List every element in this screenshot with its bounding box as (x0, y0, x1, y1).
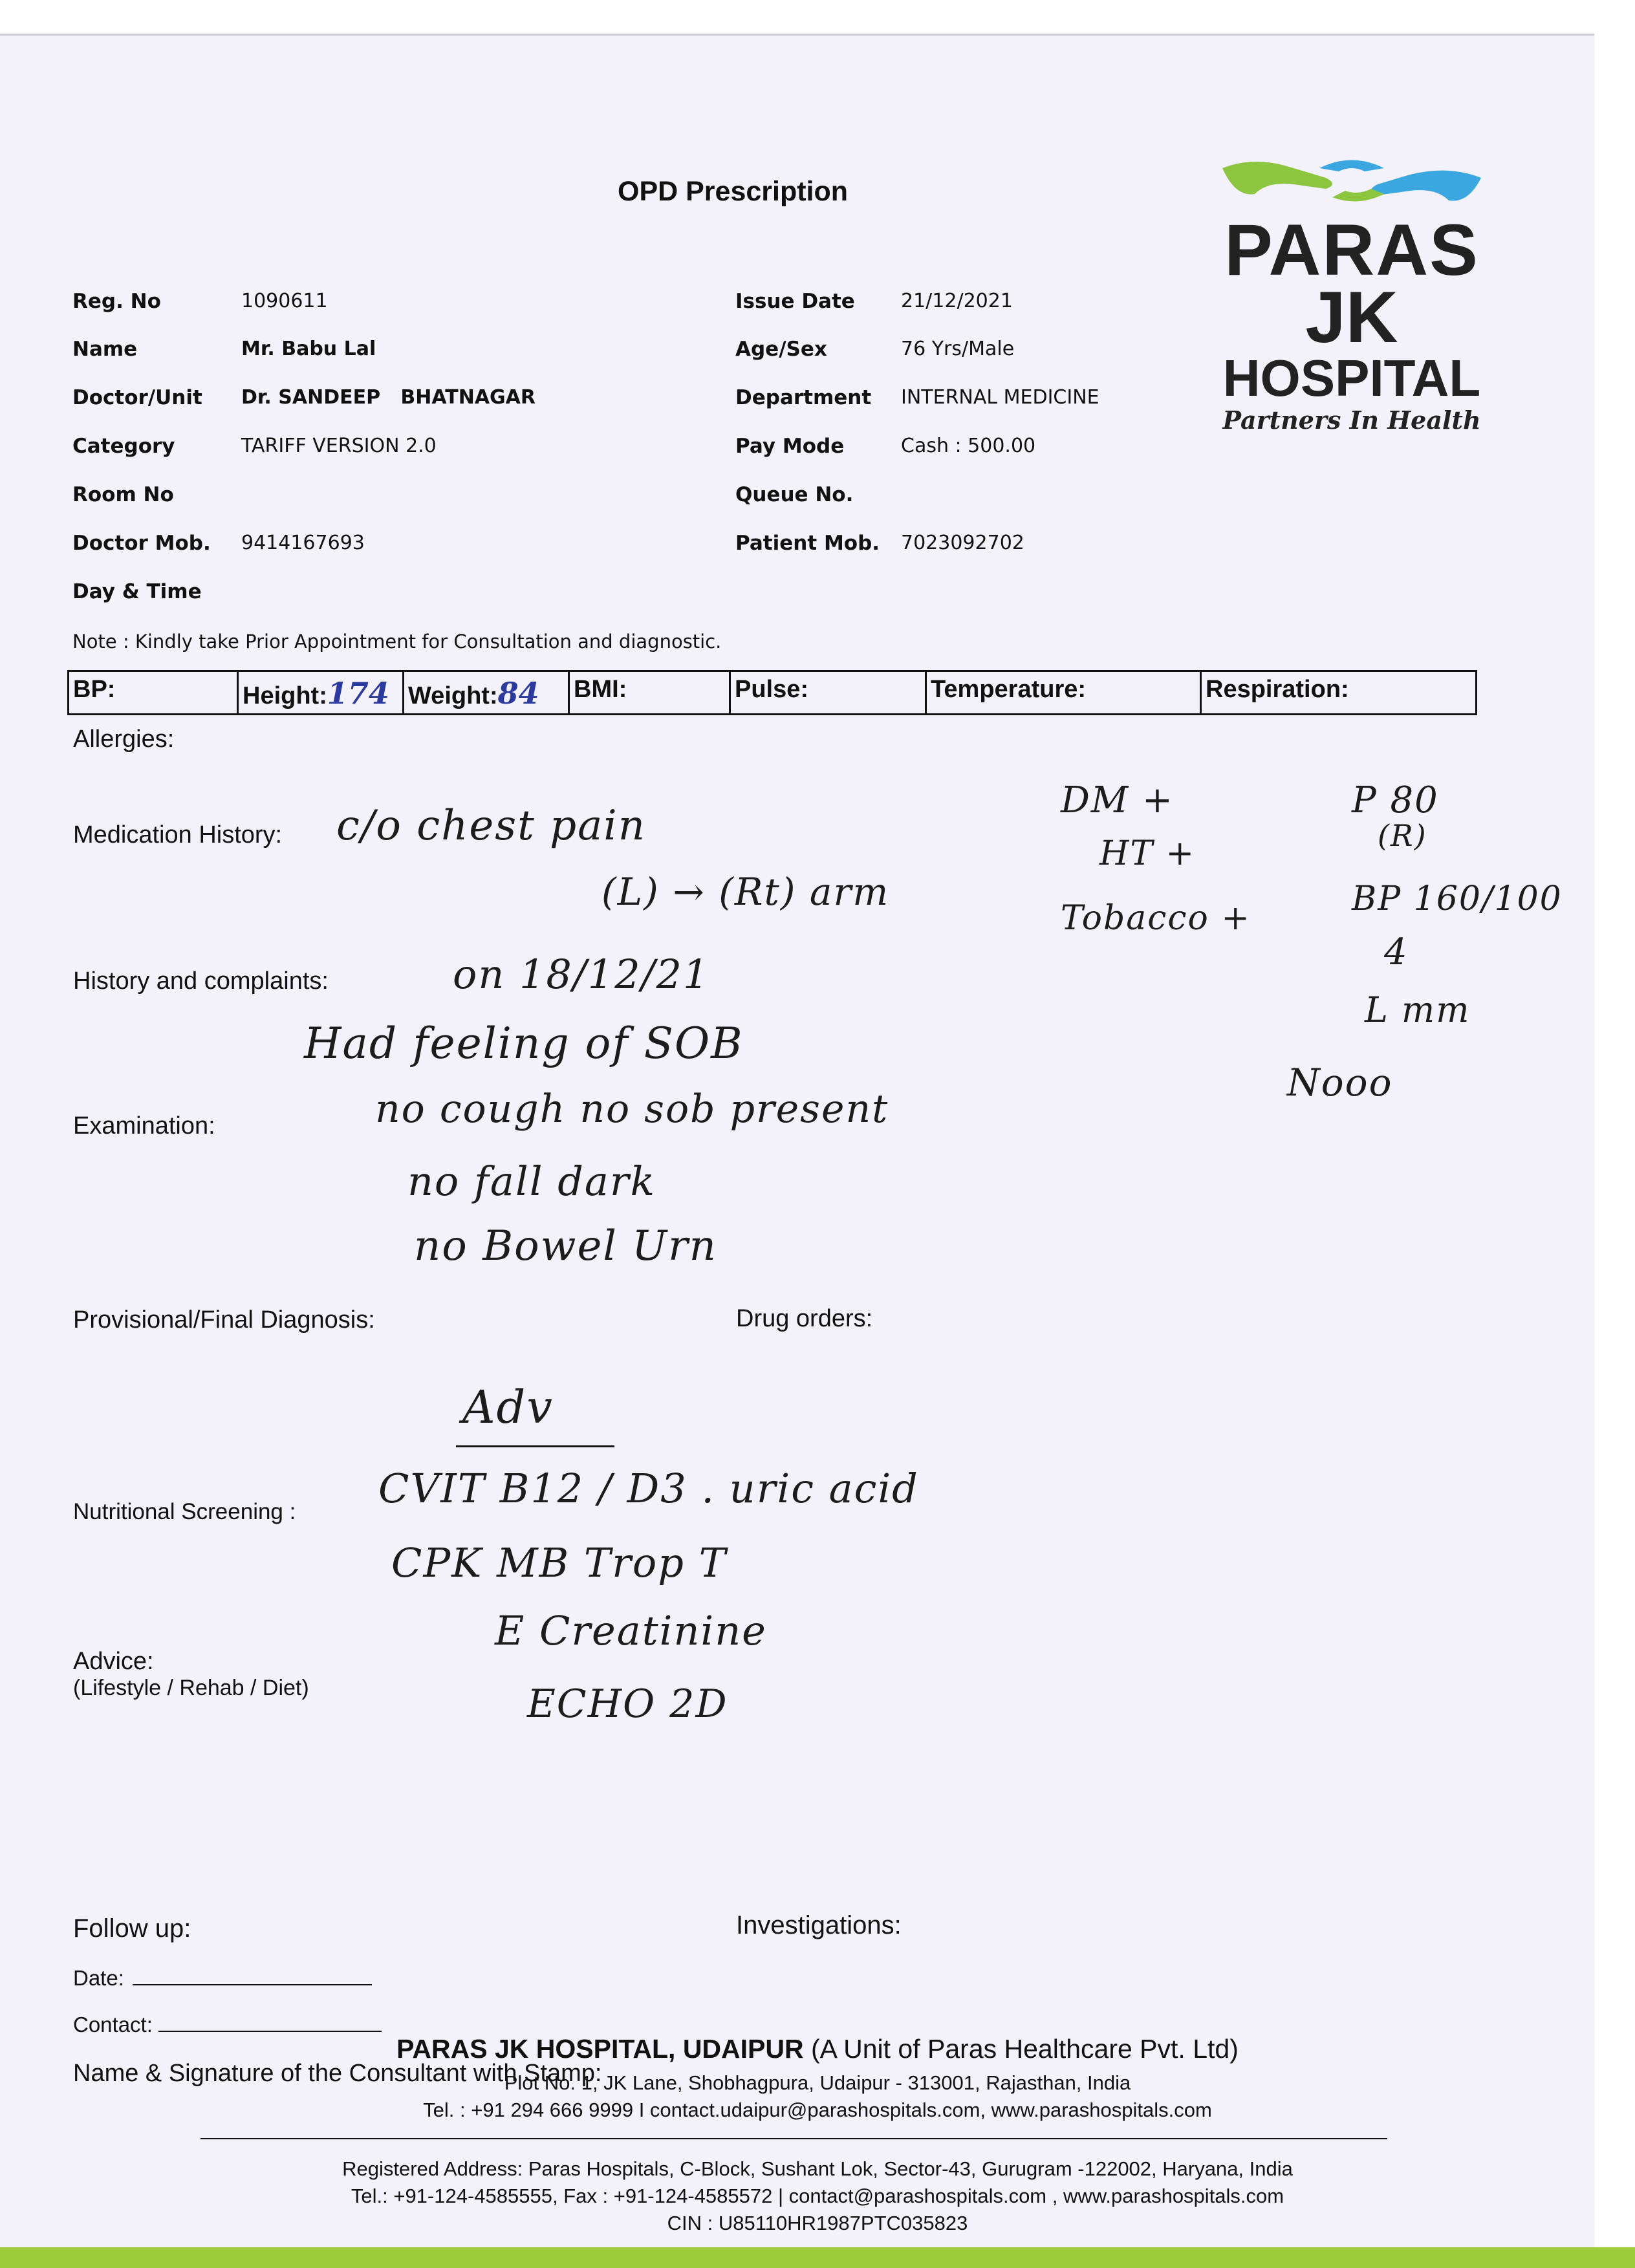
follow-up-label: Follow up: (73, 1914, 191, 1943)
room-no-label: Room No (72, 483, 174, 506)
patient-mob-label: Patient Mob. (735, 532, 880, 555)
age-sex-label: Age/Sex (735, 338, 827, 361)
vitals-bp: BP: (69, 672, 239, 713)
department-label: Department (735, 386, 872, 409)
queue-no-label: Queue No. (735, 483, 854, 506)
handwritten-exam-3: no Bowel Urn (414, 1222, 717, 1270)
vitals-weight (404, 672, 570, 713)
date-field-line (133, 1984, 372, 1985)
examination-label: Examination: (73, 1112, 215, 1139)
hospital-logo (1216, 149, 1488, 435)
footer-hospital-name: PARAS JK HOSPITAL, UDAIPUR (396, 2034, 804, 2064)
contact-label: Contact: (73, 2013, 153, 2036)
vitals-weight-label: Weight: (408, 682, 498, 709)
footer-contact: Tel. : +91 294 666 9999 I contact.udaipur@parashospitals.com, www.parashospitals.com (423, 2099, 1212, 2121)
handwritten-exam-2: no fall dark (407, 1158, 656, 1205)
issue-date-label: Issue Date (735, 290, 855, 313)
investigations-label: Investigations: (736, 1911, 902, 1939)
handwritten-exam-1: no cough no sob present (375, 1086, 889, 1132)
handwritten-onset-date: on 18/12/21 (453, 951, 710, 998)
handwritten-dm: DM + (1061, 779, 1174, 821)
brand-footer-bar (0, 2247, 1635, 2268)
handwritten-adv-tests-1: CVIT B12 / D3 . uric acid (378, 1465, 919, 1512)
footer-address: Plot No. 1, JK Lane, Shobhagpura, Udaipur - 313001, Rajasthan, India (504, 2071, 1131, 2094)
issue-date-value: 21/12/2021 (901, 290, 1013, 312)
hands-logo-icon (1216, 149, 1488, 213)
category-label: Category (72, 435, 175, 458)
adv-underline (456, 1445, 614, 1447)
footer-tel-fax: Tel.: +91-124-4585555, Fax : +91-124-4585572 | contact@parashospitals.com , www.parashospitals.com (351, 2185, 1284, 2207)
vitals-height-label: Height: (243, 682, 327, 709)
day-time-label: Day & Time (72, 580, 202, 603)
handwritten-bp: BP 160/100 (1352, 880, 1563, 918)
handwritten-pulse: P 80 (1352, 779, 1439, 821)
logo-tagline: Partners In Health (1222, 405, 1481, 435)
history-complaints-label: History and complaints: (73, 967, 329, 995)
signature-label: Name & Signature of the Consultant with Stamp: (73, 2060, 602, 2087)
handwritten-radiation: (L) → (Rt) arm (601, 870, 890, 914)
reg-no-label: Reg. No (72, 290, 161, 313)
handwritten-complaint: c/o chest pain (336, 802, 646, 850)
handwritten-history: Had feeling of SOB (304, 1019, 744, 1068)
vitals-pulse: Pulse: (731, 672, 927, 713)
handwritten-adv-tests-4: ECHO 2D (527, 1681, 728, 1727)
footer-registered-address: Registered Address: Paras Hospitals, C-Block, Sushant Lok, Sector-43, Gurugram -122002, Haryana, India (342, 2157, 1293, 2180)
footer-hospital-line (0, 2034, 1635, 2064)
patient-mob-value: 7023092702 (901, 532, 1024, 554)
reg-no-value: 1090611 (241, 290, 328, 312)
footer-divider (200, 2138, 1387, 2139)
advice-label: Advice: (73, 1648, 154, 1675)
handwritten-adv: Adv (462, 1381, 554, 1434)
nutritional-screening-label: Nutritional Screening : (73, 1499, 296, 1524)
date-label: Date: (73, 1966, 124, 1990)
footer-unit-text: (A Unit of Paras Healthcare Pvt. Ltd) (803, 2034, 1239, 2064)
doctor-mob-value: 9414167693 (241, 532, 365, 554)
diagnosis-label: Provisional/Final Diagnosis: (73, 1306, 375, 1334)
page-title: OPD Prescription (618, 176, 849, 207)
footer-cin: CIN : U85110HR1987PTC035823 (667, 2212, 968, 2234)
department-value: INTERNAL MEDICINE (901, 386, 1099, 409)
handwritten-adv-tests-3: E Creatinine (495, 1607, 767, 1654)
appointment-note: Note : Kindly take Prior Appointment for Consultation and diagnostic. (72, 631, 722, 653)
age-sex-value: 76 Yrs/Male (901, 338, 1015, 360)
doctor-unit-value: Dr. SANDEEP BHATNAGAR (241, 386, 536, 409)
vitals-table (67, 670, 1477, 715)
vitals-respiration: Respiration: (1206, 676, 1349, 703)
handwritten-ht: HT + (1099, 834, 1196, 873)
drug-orders-label: Drug orders: (736, 1305, 873, 1332)
handwritten-four: 4 (1384, 931, 1409, 973)
vitals-weight-value: 84 (497, 676, 539, 711)
logo-hospital-text: HOSPITAL (1222, 349, 1481, 407)
handwritten-tobacco: Tobacco + (1061, 899, 1251, 938)
doctor-unit-label: Doctor/Unit (72, 386, 202, 409)
vitals-bmi: BMI: (570, 672, 731, 713)
vitals-height-value: 174 (327, 676, 389, 711)
name-label: Name (72, 338, 138, 361)
medication-history-label: Medication History: (73, 821, 283, 848)
pay-mode-label: Pay Mode (735, 435, 845, 458)
pay-mode-value: Cash : 500.00 (901, 435, 1036, 457)
doctor-mob-label: Doctor Mob. (72, 532, 211, 555)
logo-paras-text: PARAS (1224, 210, 1479, 290)
handwritten-nooo: Nooo (1287, 1061, 1393, 1105)
handwritten-regular: (R) (1378, 818, 1427, 853)
vitals-temperature: Temperature: (927, 672, 1202, 713)
handwritten-lmm: L mm (1365, 989, 1471, 1030)
allergies-label: Allergies: (73, 726, 175, 753)
contact-field-line (158, 2031, 382, 2032)
advice-sublabel: (Lifestyle / Rehab / Diet) (73, 1676, 309, 1700)
category-value: TARIFF VERSION 2.0 (241, 435, 437, 457)
vitals-height (239, 672, 404, 713)
name-value: Mr. Babu Lal (241, 338, 376, 360)
handwritten-adv-tests-2: CPK MB Trop T (391, 1539, 728, 1586)
logo-jk-text: JK (1305, 277, 1398, 358)
